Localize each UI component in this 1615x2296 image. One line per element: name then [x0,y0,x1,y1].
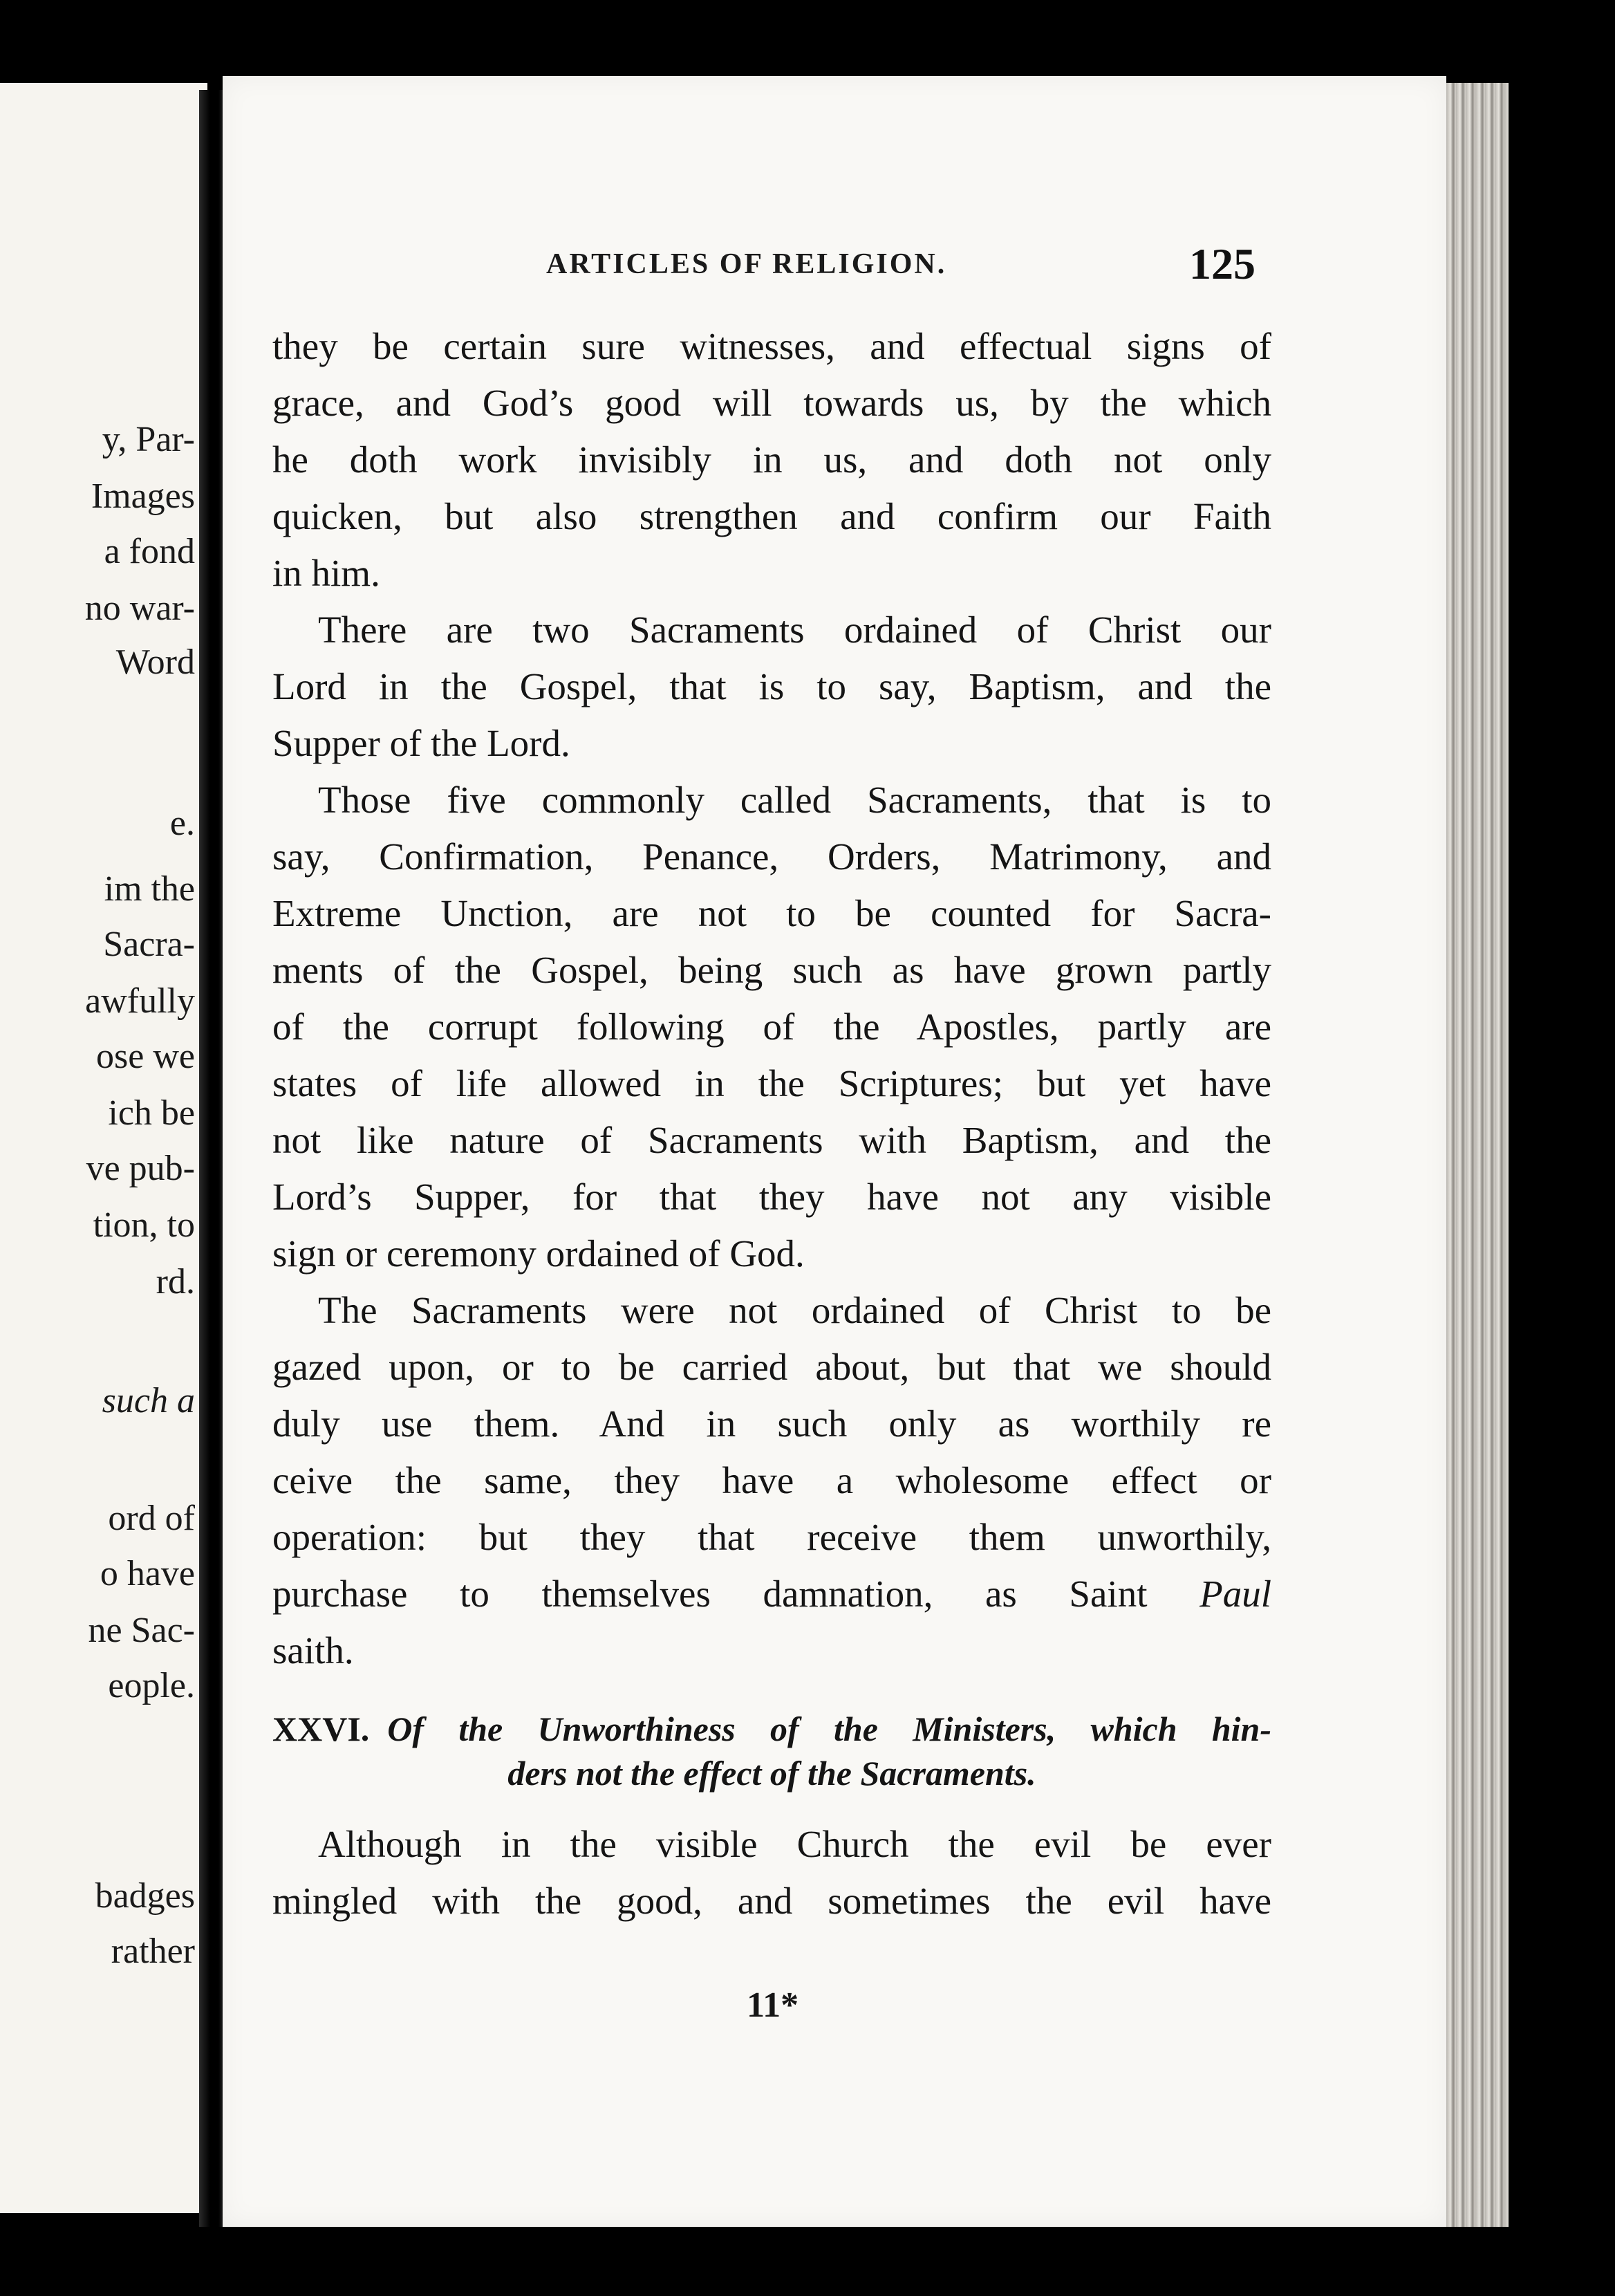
left-page-line: e. [169,804,195,843]
left-page-line: such a [102,1381,195,1420]
text-line: operation: but they that receive them unworthily, [272,1516,1271,1558]
text-line: saith. [272,1629,354,1672]
left-page-line: rather [111,1932,195,1971]
left-page-line: o have [100,1554,195,1593]
left-page-line: Images [91,476,195,516]
text-line: Supper of the Lord. [272,722,570,764]
text-line: in him. [272,552,380,594]
left-page-line: ose we [96,1037,195,1076]
running-head: ARTICLES OF RELIGION. [546,248,947,280]
text-line: states of life allowed in the Scriptures; but yet have [272,1062,1271,1104]
left-page-line: ord of [108,1499,195,1538]
text-line: Although in the visible Church the evil be ever [318,1823,1271,1865]
text-line [272,1566,1271,1622]
article-heading [272,1707,1271,1795]
left-page-line: ich be [108,1093,195,1133]
paragraph [272,1282,1271,1679]
left-page-line: eople. [108,1666,195,1705]
left-page-line: a fond [104,532,195,571]
text-line: he doth work invisibly in us, and doth not only [272,438,1271,481]
italic-name: Paul [1199,1573,1272,1615]
text-line: not like nature of Sacraments with Baptism, and the [272,1119,1271,1161]
text-line: Extreme Unction, are not to be counted for Sacra- [272,892,1271,934]
body-text [272,318,1271,1929]
signature-mark: 11* [747,1985,799,2025]
text-line: Lord in the Gospel, that is to say, Baptism, and the [272,665,1271,707]
left-page-line: y, Par- [102,420,195,459]
page-number: 125 [1189,239,1255,288]
left-page-line: rd. [156,1262,195,1302]
text-line: say, Confirmation, Penance, Orders, Matrimony, and [272,835,1271,878]
paragraph [272,1816,1271,1929]
text-line-segment: purchase to themselves damnation, as Saint [272,1573,1148,1615]
left-page-line: badges [95,1876,195,1916]
article-heading-line [272,1707,1271,1751]
text-line: they be certain sure witnesses, and effectual signs of [272,325,1271,367]
text-line: gazed upon, or to be carried about, but that we should [272,1346,1271,1388]
paragraph [272,772,1271,1282]
text-line: sign or ceremony ordained of God. [272,1232,805,1275]
text-line: duly use them. And in such only as worthily re [272,1402,1271,1445]
text-line: quicken, but also strengthen and confirm our Faith [272,495,1271,537]
left-page-line: Sacra- [103,925,195,964]
text-line: of the corrupt following of the Apostles, partly are [272,1006,1271,1048]
article-title-continued: ders not the effect of the Sacraments. [507,1754,1036,1793]
text-line: grace, and God’s good will towards us, by the which [272,382,1271,424]
text-line: mingled with the good, and sometimes the evil have [272,1880,1271,1922]
article-title: Of the Unworthiness of the Ministers, which hin- [387,1710,1271,1748]
left-page-line: Word [115,642,195,682]
page-edges [1446,83,1509,2227]
text-line: Those five commonly called Sacraments, that is to [318,779,1271,821]
paragraph [272,318,1271,602]
left-page-line: tion, to [93,1205,195,1245]
text-line: ments of the Gospel, being such as have grown partly [272,949,1271,991]
left-facing-page [0,83,207,2213]
text-line: ceive the same, they have a wholesome effect or [272,1459,1271,1501]
left-page-line: im the [104,869,195,909]
left-page-line: ve pub- [86,1149,195,1188]
article-number: XXVI. [272,1710,370,1748]
paragraph [272,602,1271,772]
text-line: The Sacraments were not ordained of Christ to be [318,1289,1271,1331]
text-line: Lord’s Supper, for that they have not any visible [272,1176,1271,1218]
left-page-line: ne Sac- [88,1611,195,1650]
left-page-line: no war- [84,589,195,628]
text-line: There are two Sacraments ordained of Christ our [318,609,1271,651]
left-page-line: awfully [85,981,195,1021]
